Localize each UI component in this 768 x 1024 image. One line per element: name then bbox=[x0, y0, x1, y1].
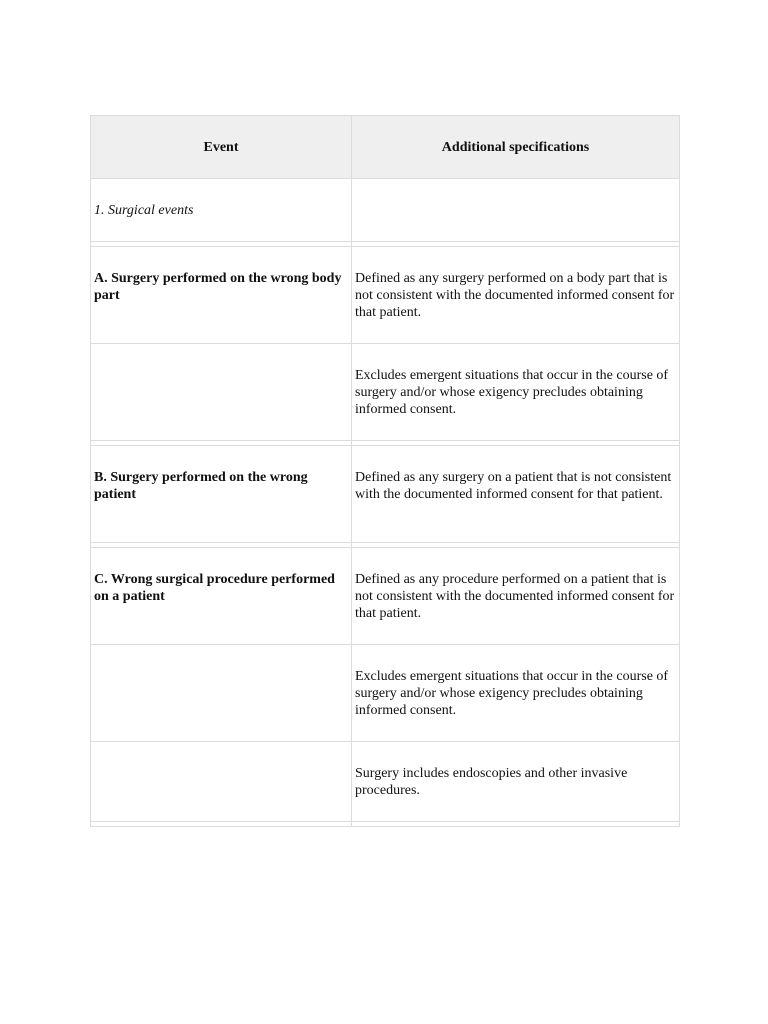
table-row bbox=[91, 548, 680, 645]
row-spacer bbox=[91, 822, 680, 827]
event-label: C. Wrong surgical procedure performed on a patient bbox=[94, 572, 335, 604]
event-label bbox=[91, 344, 351, 367]
section-empty-cell bbox=[352, 179, 680, 242]
spec-text: Defined as any surgery performed on a body part that is not consistent with the documented informed consent for that patient. bbox=[355, 271, 675, 320]
spec-cell bbox=[352, 247, 680, 344]
table-row bbox=[91, 247, 680, 344]
section-row bbox=[91, 179, 680, 242]
events-table bbox=[90, 115, 680, 827]
event-label: B. Surgery performed on the wrong patient bbox=[94, 470, 308, 502]
event-cell bbox=[91, 645, 352, 742]
event-cell bbox=[91, 344, 352, 441]
event-label: A. Surgery performed on the wrong body part bbox=[94, 271, 342, 303]
event-label bbox=[91, 645, 351, 668]
header-event: Event bbox=[91, 116, 352, 179]
spec-cell bbox=[352, 742, 680, 822]
spec-cell bbox=[352, 548, 680, 645]
section-title: 1. Surgical events bbox=[94, 203, 194, 218]
spec-cell bbox=[352, 446, 680, 543]
event-cell bbox=[91, 446, 352, 543]
event-cell bbox=[91, 742, 352, 822]
spec-text: Excludes emergent situations that occur in the course of surgery and/or whose exigency precludes obtaining informed consent. bbox=[355, 368, 669, 417]
spec-text: Excludes emergent situations that occur in the course of surgery and/or whose exigency precludes obtaining informed consent. bbox=[355, 669, 669, 718]
table-row bbox=[91, 446, 680, 543]
spec-text: Defined as any procedure performed on a patient that is not consistent with the documented informed consent for that patient. bbox=[355, 572, 675, 621]
table-row bbox=[91, 645, 680, 742]
header-additional-specifications: Additional specifications bbox=[352, 116, 680, 179]
table-row bbox=[91, 344, 680, 441]
spec-text: Defined as any surgery on a patient that is not consistent with the documented informed consent for that patient. bbox=[355, 470, 672, 502]
event-label bbox=[91, 742, 351, 765]
event-cell bbox=[91, 247, 352, 344]
table-row bbox=[91, 742, 680, 822]
table-header-row bbox=[91, 116, 680, 179]
section-title-cell bbox=[91, 179, 352, 242]
spec-text: Surgery includes endoscopies and other invasive procedures. bbox=[355, 766, 628, 798]
event-cell bbox=[91, 548, 352, 645]
spec-cell bbox=[352, 344, 680, 441]
spec-cell bbox=[352, 645, 680, 742]
